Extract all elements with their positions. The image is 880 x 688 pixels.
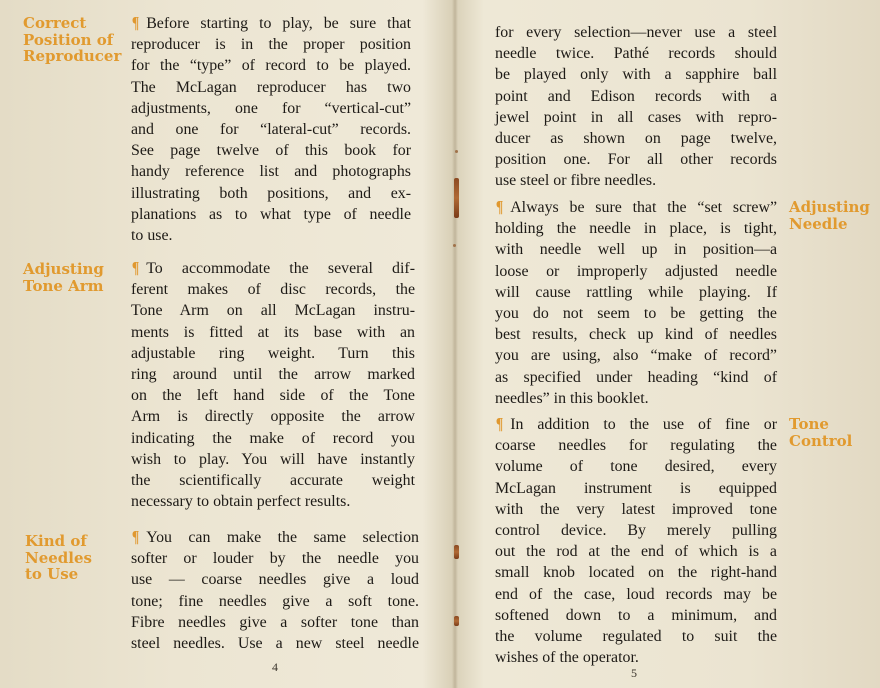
- text-line: ments is fitted at its base with an: [131, 323, 415, 341]
- text-line: be played only with a sapphire ball: [495, 66, 777, 84]
- text-line: end of the case, loud records may be: [495, 585, 777, 603]
- text-line: needle twice. Pathé records should: [495, 45, 777, 63]
- text-line: for every selection—never use a steel: [495, 24, 777, 41]
- sidebar-heading-adjusting-needle: Adjusting Needle: [789, 198, 870, 233]
- paragraph-adjusting-tone-arm: [131, 257, 415, 512]
- paragraph-correct-position: [131, 12, 411, 246]
- text-line: necessary to obtain perfect results.: [131, 493, 351, 511]
- text-line: wish to play. You will have instantly: [131, 450, 415, 468]
- text-line: tone; fine needles give a soft tone.: [131, 592, 419, 610]
- text-line: Tone Arm on all McLagan instru-: [131, 302, 415, 320]
- sidebar-heading-correct-position: Correct Position of Reproducer: [23, 14, 122, 65]
- paper-speck: [453, 244, 456, 247]
- rust-staple: [454, 545, 459, 559]
- text-line: volume of tone desired, every: [495, 458, 777, 476]
- text-line: indicating the make of record you: [131, 429, 415, 447]
- text-line: on the left hand side of the Tone: [131, 387, 415, 405]
- page-number-right: 5: [631, 666, 637, 680]
- text-line: position one. For all other records: [495, 151, 777, 169]
- rust-staple: [454, 178, 459, 218]
- pilcrow-icon: ¶: [495, 414, 504, 433]
- paragraph-kind-of-needles: [131, 526, 419, 654]
- text-line: handy reference list and photographs: [131, 163, 411, 181]
- text-line: adjustments, one for “vertical-cut”: [131, 99, 411, 117]
- text-line: ¶ Before starting to play, be sure that: [131, 13, 411, 32]
- text-line: The McLagan reproducer has two: [131, 78, 411, 96]
- pilcrow-icon: ¶: [131, 13, 140, 32]
- text-line: Arm is directly opposite the arrow: [131, 408, 415, 426]
- text-line: ¶ Always be sure that the “set screw”: [495, 197, 777, 216]
- text-line: as specified under heading “kind of: [495, 368, 777, 386]
- text-line: ducer as shown on page twelve,: [495, 130, 777, 148]
- text-line: use — coarse needles give a loud: [131, 571, 419, 589]
- paragraph-continued: [495, 22, 777, 192]
- text-line: softened down to a minimum, and: [495, 606, 777, 624]
- text-line: to use.: [131, 227, 173, 245]
- text-line: adjustable ring weight. Turn this: [131, 344, 415, 362]
- paragraph-adjusting-needle: [495, 196, 777, 409]
- pilcrow-icon: ¶: [495, 197, 504, 216]
- text-line: reproducer is in the proper position: [131, 36, 411, 54]
- text-line: Fibre needles give a softer tone than: [131, 613, 419, 631]
- pilcrow-icon: ¶: [131, 258, 140, 277]
- text-line: ¶ In addition to the use of fine or: [495, 414, 777, 433]
- text-line: you are using, also “make of record”: [495, 347, 777, 365]
- paper-speck: [455, 150, 458, 153]
- text-line: ferent makes of disc records, the: [131, 281, 415, 299]
- text-line: planations as to what type of needle: [131, 205, 411, 223]
- page-number-left: 4: [272, 660, 278, 674]
- text-line: coarse needles for regulating the: [495, 437, 777, 455]
- text-line: small knob located on the right-hand: [495, 564, 777, 582]
- text-line: with the very latest improved tone: [495, 500, 777, 518]
- binding-gutter: [452, 0, 458, 688]
- text-line: steel needles. Use a new steel needle: [131, 635, 419, 653]
- text-line: jewel point in all cases with repro-: [495, 108, 777, 126]
- text-line: ¶ You can make the same selection: [131, 527, 419, 546]
- rust-staple: [454, 616, 459, 626]
- sidebar-heading-tone-control: Tone Control: [789, 415, 853, 450]
- text-line: out the rod at the end of which is a: [495, 543, 777, 561]
- sidebar-heading-kind-of-needles: Kind of Needles to Use: [25, 532, 92, 583]
- text-line: the volume regulated to suit the: [495, 628, 777, 646]
- text-line: illustrating both positions, and ex-: [131, 184, 411, 202]
- text-line: for the “type” of record to be played.: [131, 57, 411, 75]
- sidebar-heading-adjusting-tone-arm: Adjusting Tone Arm: [23, 260, 104, 295]
- text-line: ring around until the arrow marked: [131, 366, 415, 384]
- text-line: needles” in this booklet.: [495, 389, 649, 407]
- text-line: the scientifically accurate weight: [131, 472, 415, 490]
- paragraph-tone-control: [495, 413, 777, 668]
- pilcrow-icon: ¶: [131, 527, 140, 546]
- text-line: ¶ To accommodate the several dif-: [131, 258, 415, 277]
- text-line: softer or louder by the needle you: [131, 550, 419, 568]
- text-line: will cause rattling while playing. If: [495, 283, 777, 301]
- text-line: wishes of the operator.: [495, 649, 639, 667]
- text-line: holding the needle in place, is tight,: [495, 220, 777, 238]
- text-line: See page twelve of this book for: [131, 142, 411, 160]
- text-line: use steel or fibre needles.: [495, 172, 657, 190]
- text-line: and one for “lateral-cut” records.: [131, 121, 411, 139]
- text-line: with needle well up in position—a: [495, 241, 777, 259]
- text-line: point and Edison records with a: [495, 87, 777, 105]
- text-line: loose or improperly adjusted needle: [495, 262, 777, 280]
- text-line: control device. By merely pulling: [495, 522, 777, 540]
- text-line: best results, check up kind of needles: [495, 326, 777, 344]
- text-line: you do not seem to be getting the: [495, 305, 777, 323]
- text-line: McLagan instrument is equipped: [495, 479, 777, 497]
